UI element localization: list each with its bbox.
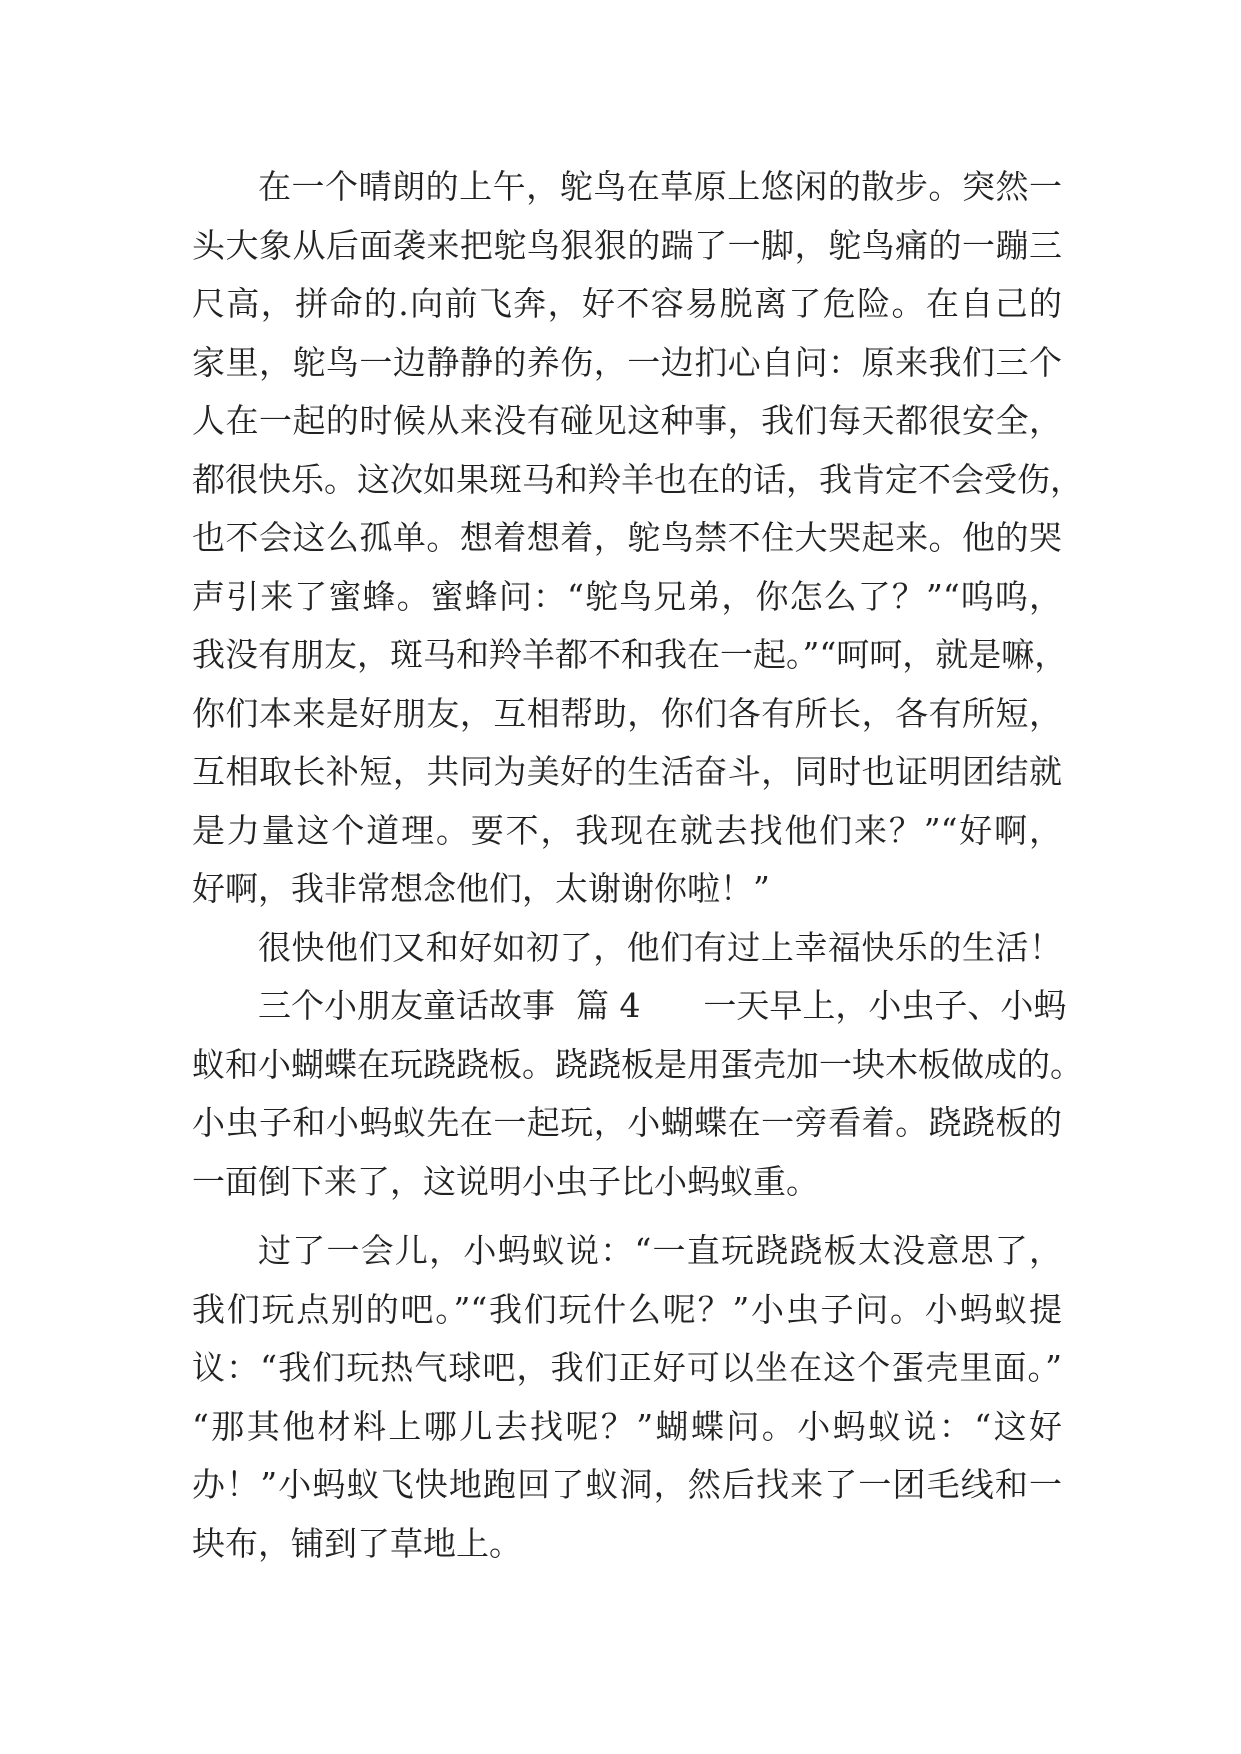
text-line: 人在一起的时候从来没有碰见这种事，我们每天都很安全， <box>192 401 1062 440</box>
text-line: 在一个晴朗的上午，鸵鸟在草原上悠闲的散步。突然一 <box>258 167 1062 206</box>
text-line: 好啊，我非常想念他们，太谢谢你啦！” <box>192 869 770 908</box>
paragraph-gap <box>192 1211 1062 1222</box>
text-line: 互相取长补短，共同为美好的生活奋斗，同时也证明团结就 <box>192 752 1062 791</box>
text-line: 很快他们又和好如初了，他们有过上幸福快乐的生活！ <box>258 927 1062 967</box>
text-line: 小虫子和小蚂蚁先在一起玩，小蝴蝶在一旁看着。跷跷板的 <box>192 1103 1062 1142</box>
paragraph <box>192 919 1062 978</box>
text-line: 声引来了蜜蜂。蜜蜂问：“鸵鸟兄弟，你怎么了？”“呜呜， <box>192 576 1062 616</box>
text-line: 是力量这个道理。要不，我现在就去找他们来？”“好啊， <box>192 810 1062 850</box>
story-text <box>192 158 1083 1573</box>
text-line: 议：“我们玩热气球吧，我们正好可以坐在这个蛋壳里面。” <box>192 1348 1062 1387</box>
text-line: 过了一会儿，小蚂蚁说：“一直玩跷跷板太没意思了， <box>258 1231 1062 1270</box>
text-line: 我没有朋友，斑马和羚羊都不和我在一起。”“呵呵，就是嘛， <box>192 635 1068 674</box>
text-line: 也不会这么孤单。想着想着，鸵鸟禁不住大哭起来。他的哭 <box>192 518 1062 557</box>
text-line: 块布，铺到了草地上。 <box>192 1523 522 1563</box>
text-line: 尺高，拼命的.向前飞奔，好不容易脱离了危险。在自己的 <box>192 284 1062 323</box>
text-line: 都很快乐。这次如果斑马和羚羊也在的话，我肯定不会受伤， <box>192 459 1083 499</box>
paragraph <box>192 1222 1062 1573</box>
text-line: 办！”小蚂蚁飞快地跑回了蚁洞，然后找来了一团毛线和一 <box>192 1465 1062 1504</box>
text-line: 家里，鸵鸟一边静静的养伤，一边扪心自问：原来我们三个 <box>192 342 1062 382</box>
text-line: 蚁和小蝴蝶在玩跷跷板。跷跷板是用蛋壳加一块木板做成的。 <box>192 1044 1083 1084</box>
text-line: 你们本来是好朋友，互相帮助，你们各有所长，各有所短， <box>192 693 1062 733</box>
text-line: 一面倒下来了，这说明小虫子比小蚂蚁重。 <box>192 1161 819 1201</box>
paragraph <box>192 158 1083 919</box>
text-line: 头大象从后面袭来把鸵鸟狠狠的踹了一脚，鸵鸟痛的一蹦三 <box>192 225 1062 265</box>
text-line: “那其他材料上哪儿去找呢？”蝴蝶问。小蚂蚁说：“这好 <box>192 1406 1062 1446</box>
section-heading-line: 三个小朋友童话故事 篇 4 一天早上，小虫子、小蚂 <box>258 986 1067 1025</box>
paragraph <box>192 977 1083 1211</box>
text-line: 我们玩点别的吧。”“我们玩什么呢？”小虫子问。小蚂蚁提 <box>192 1289 1062 1329</box>
